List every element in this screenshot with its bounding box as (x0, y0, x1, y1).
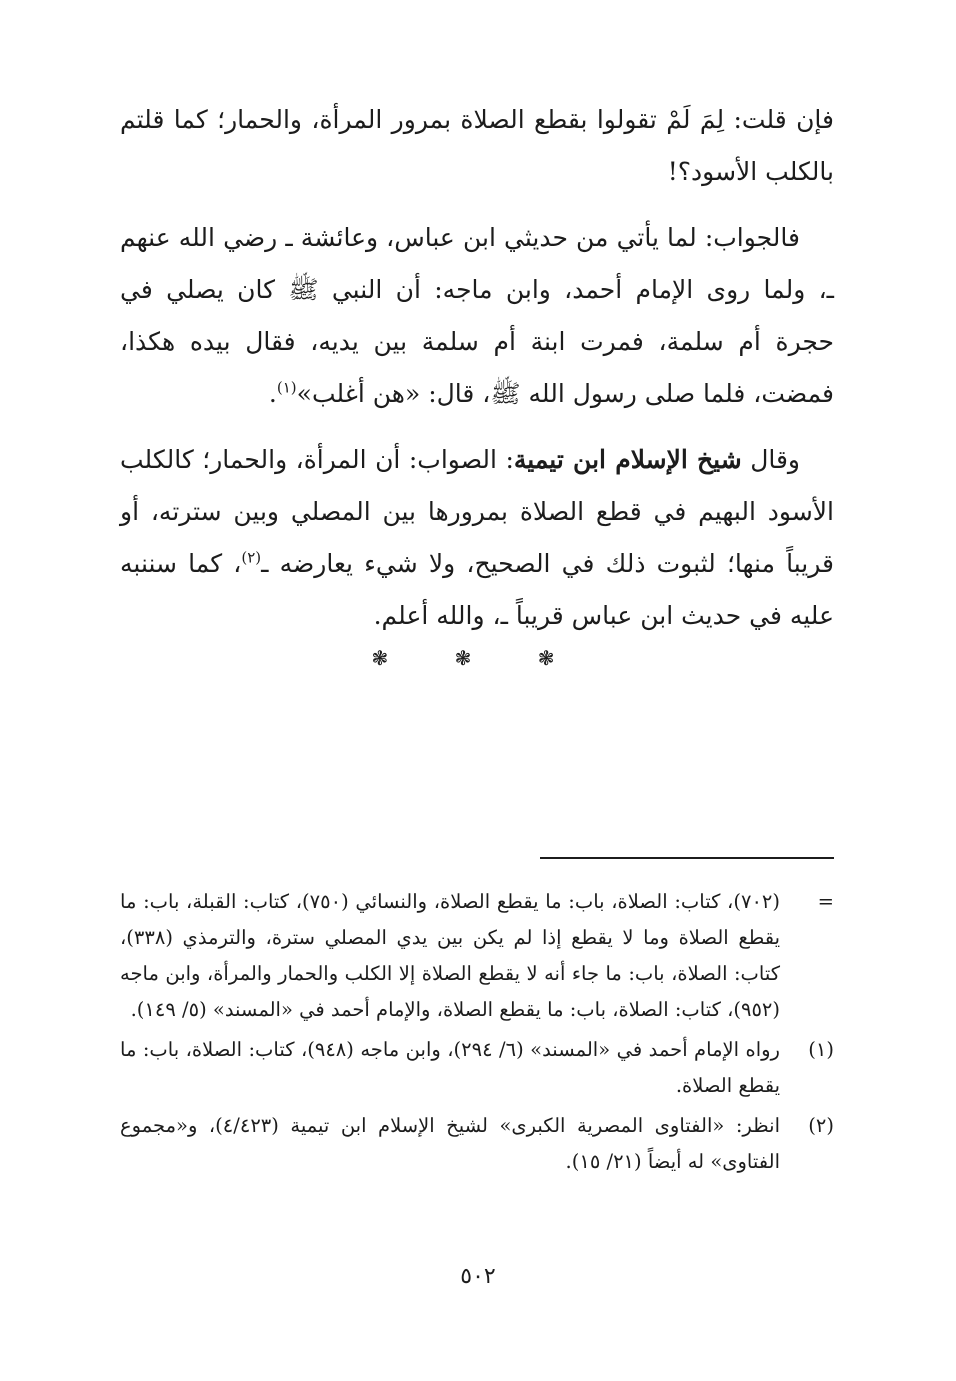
paragraph-ibn-taymiyyah-start: وقال (741, 445, 800, 474)
footnote-ref-1[interactable]: (١) (276, 378, 297, 397)
page-number: ٥٠٢ (460, 1264, 496, 1289)
paragraph-answer-end: . (268, 379, 277, 408)
paragraph-answer (120, 212, 834, 420)
paragraph-ibn-taymiyyah-end: ، كما سننبه عليه في حديث ابن عباس قريباً ـ، والله أعلم. (120, 549, 834, 630)
footnote-text: انظر: «الفتاوى المصرية الكبرى» لشيخ الإسلام ابن تيمية (٤/٤٢٣)، و«مجموع الفتاوى» له أيضاً (٢١/ ١٥). (120, 1114, 781, 1173)
footnote-2 (120, 1108, 834, 1180)
paragraph-question (120, 94, 834, 198)
footnotes (120, 884, 834, 1184)
scholar-name: شيخ الإسلام ابن تيمية (513, 445, 742, 474)
paragraph-question-text: فإن قلت: لِمَ لَمْ تقولوا بقطع الصلاة بمرور المرأة، والحمار؛ كما قلتم بالكلب الأسود؟! (120, 105, 834, 186)
footnote-ref-2[interactable]: (٢) (241, 548, 262, 567)
footnote-marker: (١) (808, 1038, 834, 1061)
footnote-continuation (120, 884, 834, 1028)
paragraph-answer-text: فالجواب: لما يأتي من حديثي ابن عباس، وعائشة ـ رضي الله عنهم ـ، ولما روى الإمام أحمد، وابن ماجه: أن النبي ﷺ كان يصلي في حجرة أم سلمة، فمرت ابنة أم سلمة بين يديه، فقال بيده هكذا، فمضت، فلما صلى رسول الله ﷺ، قال: «هن أغلب» (120, 223, 834, 408)
section-separator-stars: ❃ ❃ ❃ (371, 646, 585, 670)
paragraph-ibn-taymiyyah (120, 434, 834, 642)
footnote-text: (٧٠٢)، كتاب: الصلاة، باب: ما يقطع الصلاة، والنسائي (٧٥٠)، كتاب: القبلة، باب: ما يقطع الصلاة وما لا يقطع إذا لم يكن بين يدي المصلي سترة، والترمذي (٣٣٨)، كتاب: الصلاة، باب: ما جاء أنه لا يقطع الصلاة إلا الكلب والحمار والمرأة، وابن ماجه (٩٥٢)، كتاب: الصلاة، باب: ما يقطع الصلاة، والإمام أحمد في «المسند» (٥/ ١٤٩). (120, 890, 780, 1021)
footnote-separator-line (540, 857, 834, 859)
main-text (120, 94, 834, 656)
footnote-1 (120, 1032, 834, 1104)
footnote-marker: (٢) (808, 1114, 834, 1137)
paragraph-ibn-taymiyyah-mid: : الصواب: أن المرأة، والحمار؛ كالكلب الأسود البهيم في قطع الصلاة بمرورها بين المصلي وبين سترته، أو قريباً منها؛ لثبوت ذلك في الصحيح، ولا شيء يعارضه ـ (120, 445, 834, 578)
footnote-text: رواه الإمام أحمد في «المسند» (٦/ ٢٩٤)، وابن ماجه (٩٤٨)، كتاب: الصلاة، باب: ما يقطع الصلاة. (120, 1038, 780, 1097)
footnote-marker: = (817, 890, 834, 913)
